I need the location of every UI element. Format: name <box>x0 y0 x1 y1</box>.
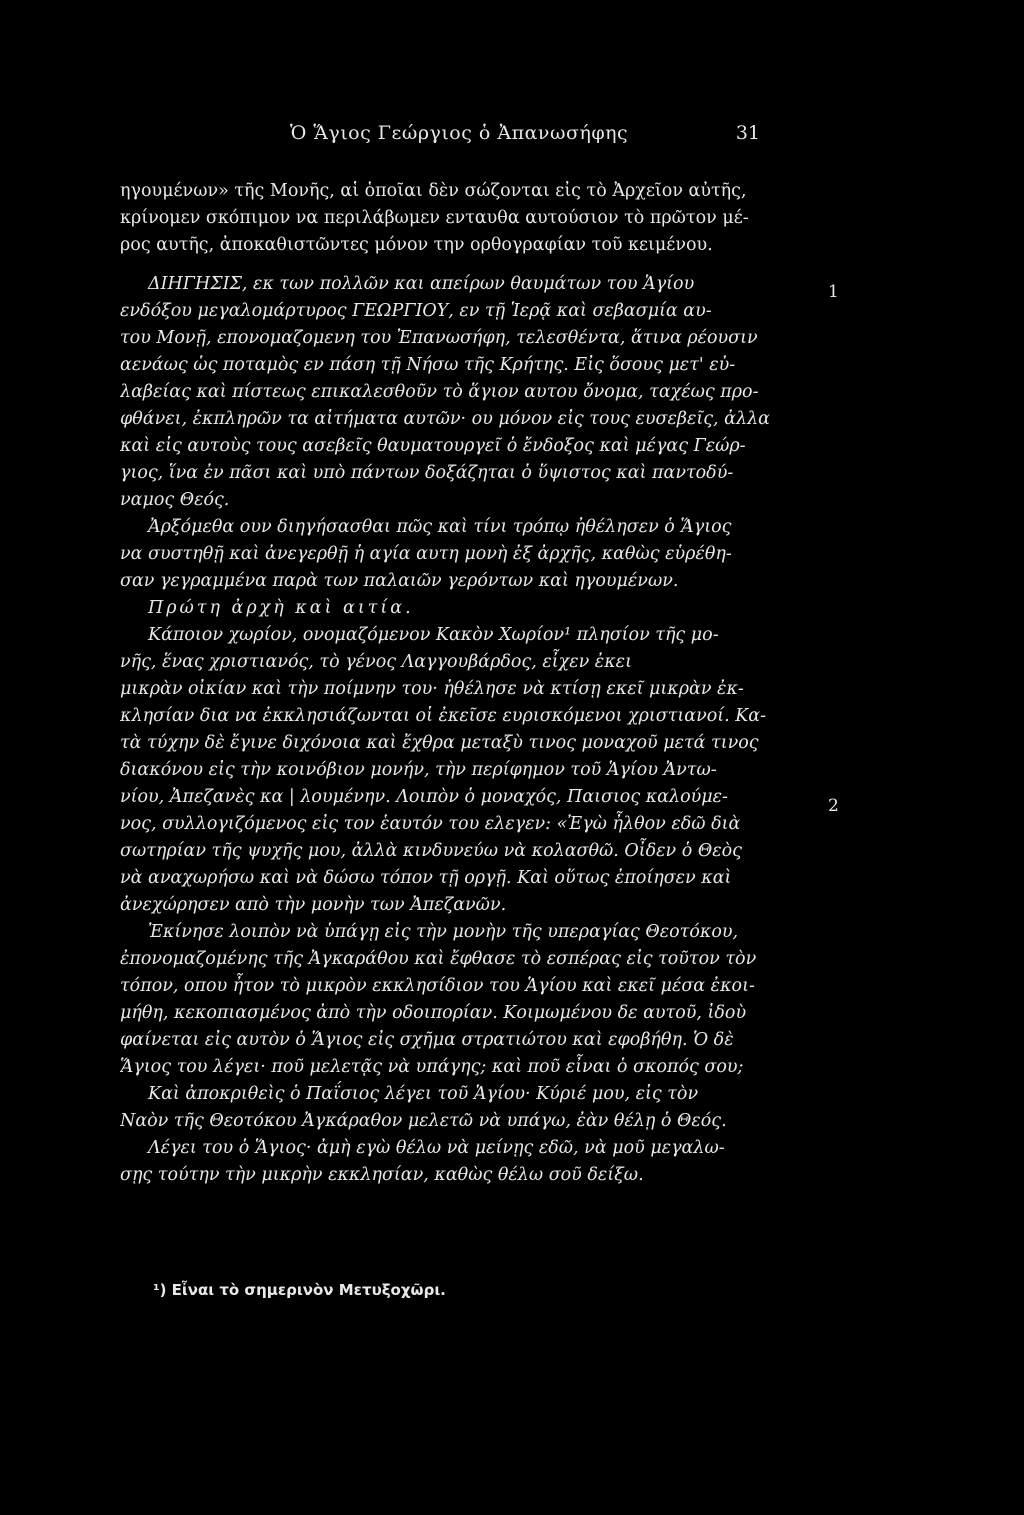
text-line: διακόνου εἰς τὴν κοινόβιον μονήν, τὴν περίφημον τοῦ Ἁγίου Ἀντω- <box>120 760 717 780</box>
margin-number-1: 1 <box>828 282 839 302</box>
text-line: να συστηθῇ καὶ ἀνεγερθῇ ἡ αγία αυτη μονὴ ἐξ ἀρχῆς, καθὼς εὑρέθη- <box>120 544 732 564</box>
text-line: λαβείας καὶ πίστεως επικαλεσθοῦν τὸ ἅγιον αυτου ὄνομα, ταχέως προ- <box>120 382 759 402</box>
page-number: 31 <box>735 122 760 144</box>
text-line: Ναὸν τῆς Θεοτόκου Ἀγκάραθον μελετῶ νὰ υπάγω, ἐὰν θέλῃ ὁ Θεός. <box>120 1111 727 1131</box>
body-text <box>120 178 785 1189</box>
text-line: ἐπονομαζομένης τῆς Ἀγκαράθου καὶ ἔφθασε τὸ εσπέρας εἰς τοῦτον τὸν <box>120 949 757 969</box>
running-title: Ὁ Ἅγιος Γεώργιος ὁ Ἀπανωσήφης <box>290 122 629 144</box>
text-line: Ἅγιος του λέγει· ποῦ μελετᾷς νὰ υπάγης; καὶ ποῦ εἶναι ὁ σκοπός σου; <box>120 1057 744 1077</box>
text-line: Λέγει του ὁ Ἅγιος· ἀμὴ εγὼ θέλω νὰ μείνῃς εδῶ, νὰ μοῦ μεγαλω- <box>148 1138 725 1158</box>
text-line: φαίνεται εἰς αυτὸν ὁ Ἅγιος εἰς σχῆμα στρατιώτου καὶ εφοβήθη. Ὁ δὲ <box>120 1030 734 1050</box>
text-line: ηγουμένων» τῆς Μονῆς, αἱ ὁποῖαι δὲν σώζονται εἰς τὸ Ἀρχεῖον αὐτῆς, <box>120 181 747 201</box>
text-line: νῆς, ἕνας χριστιανός, τὸ γένος Λαγγουβάρδος, εἶχεν ἐκει <box>120 652 632 672</box>
text-line: καὶ εἰς αυτοὺς τους ασεβεῖς θαυματουργεῖ ὁ ἔνδοξος καὶ μέγας Γεώρ- <box>120 436 746 456</box>
text-line: ἀνεχώρησεν απὸ τὴν μονὴν των Ἀπεζανῶν. <box>120 895 507 915</box>
margin-number-2: 2 <box>828 796 839 816</box>
text-line: ενδόξου μεγαλομάρτυρος ΓΕΩΡΓΙΟΥ, εν τῇ Ἱερᾷ καὶ σεβασμία αυ- <box>120 301 712 321</box>
text-line: μικρὰν οἰκίαν καὶ τὴν ποίμνην του· ἠθέλησε νὰ κτίσῃ εκεῖ μικρὰν ἐκ- <box>120 679 744 699</box>
text-line: γιος, ἵνα ἐν πᾶσι καὶ υπὸ πάντων δοξάζηται ὁ ὕψιστος καὶ παντοδύ- <box>120 463 734 483</box>
text-line: νίου, Ἀπεζανὲς κα | λουμένην. Λοιπὸν ὁ μοναχός, Παισιος καλούμε- <box>120 787 728 807</box>
text-line: τόπον, οπου ἦτον τὸ μικρὸν εκκλησίδιον του Ἁγίου καὶ εκεῖ μέσα ἐκοι- <box>120 976 755 996</box>
text-line: Καὶ ἀποκριθεὶς ὁ Παΐσιος λέγει τοῦ Ἁγίου· Κύριέ μου, εἰς τὸν <box>148 1084 699 1104</box>
running-header <box>290 122 760 150</box>
text-line: Ἀρξόμεθα ουν διηγήσασθαι πῶς καὶ τίνι τρόπῳ ἠθέλησεν ὁ Ἅγιος <box>148 517 732 537</box>
text-line: νος, συλλογιζόμενος εἰς τον ἑαυτόν του ελεγεν: «Ἐγὼ ἦλθον εδῶ διὰ <box>120 814 741 834</box>
text-line: ΔΙΗΓΗΣΙΣ, εκ των πολλῶν και απείρων θαυμάτων του Ἁγίου <box>148 274 695 294</box>
text-line: φθάνει, ἐκπληρῶν τα αἰτήματα αυτῶν· ου μόνον εἰς τους ευσεβεῖς, ἀλλα <box>120 409 770 429</box>
text-line: νὰ αναχωρήσω καὶ νὰ δώσω τόπον τῇ οργῇ. Καὶ οὕτως ἐποίησεν καὶ <box>120 868 732 888</box>
text-line: σαν γεγραμμένα παρὰ των παλαιῶν γερόντων καὶ ηγουμένων. <box>120 571 679 591</box>
text-line: ρος αυτῆς, ἀποκαθιστῶντες μόνον την ορθογραφίαν τοῦ κειμένου. <box>120 235 713 255</box>
text-line: Κάποιον χωρίον, ονομαζόμενον Κακὸν Χωρίον¹ πλησίον τῆς μο- <box>148 625 719 645</box>
text-line: σῃς τούτην τὴν μικρὴν εκκλησίαν, καθὼς θέλω σοῦ δείξω. <box>120 1165 644 1185</box>
text-line: Ἐκίνησε λοιπὸν νὰ ὑπάγῃ εἰς τὴν μονὴν τῆς υπεραγίας Θεοτόκου, <box>148 922 739 942</box>
text-line: τὰ τύχην δὲ ἔγινε διχόνοια καὶ ἔχθρα μεταξὺ τινος μοναχοῦ μετά τινος <box>120 733 759 753</box>
text-line: σωτηρίαν τῆς ψυχῆς μου, ἀλλὰ κινδυνεύω νὰ κολασθῶ. Οἶδεν ὁ Θεὸς <box>120 841 742 861</box>
text-line: ναμος Θεός. <box>120 490 230 510</box>
text-line: κρίνομεν σκόπιμον να περιλάβωμεν ενταυθα αυτούσιον τὸ πρῶτον μέ- <box>120 208 749 228</box>
text-line: κλησίαν δια να ἐκκλησιάζωνται οἱ ἐκεῖσε ευρισκόμενοι χριστιανοί. Κα- <box>120 706 767 726</box>
footnote: ¹) Εἶναι τὸ σημερινὸν Μετυξοχῶρι. <box>153 1281 446 1299</box>
text-line: αενάως ὡς ποταμὸς εν πάση τῇ Νήσω τῆς Κρήτης. Εἰς ὅσους μετ' εὐ- <box>120 355 736 375</box>
text-line: μήθη, κεκοπιασμένος ἀπὸ τὴν οδοιπορίαν. Κοιμωμένου δε αυτοῦ, ἰδοὺ <box>120 1003 747 1023</box>
text-line: Πρώτη ἀρχὴ καὶ αιτία. <box>148 598 414 618</box>
text-line: του Μονῇ, επονομαζομενη του Ἐπανωσήφη, τελεσθέντα, ἅτινα ρέουσιν <box>120 328 758 348</box>
